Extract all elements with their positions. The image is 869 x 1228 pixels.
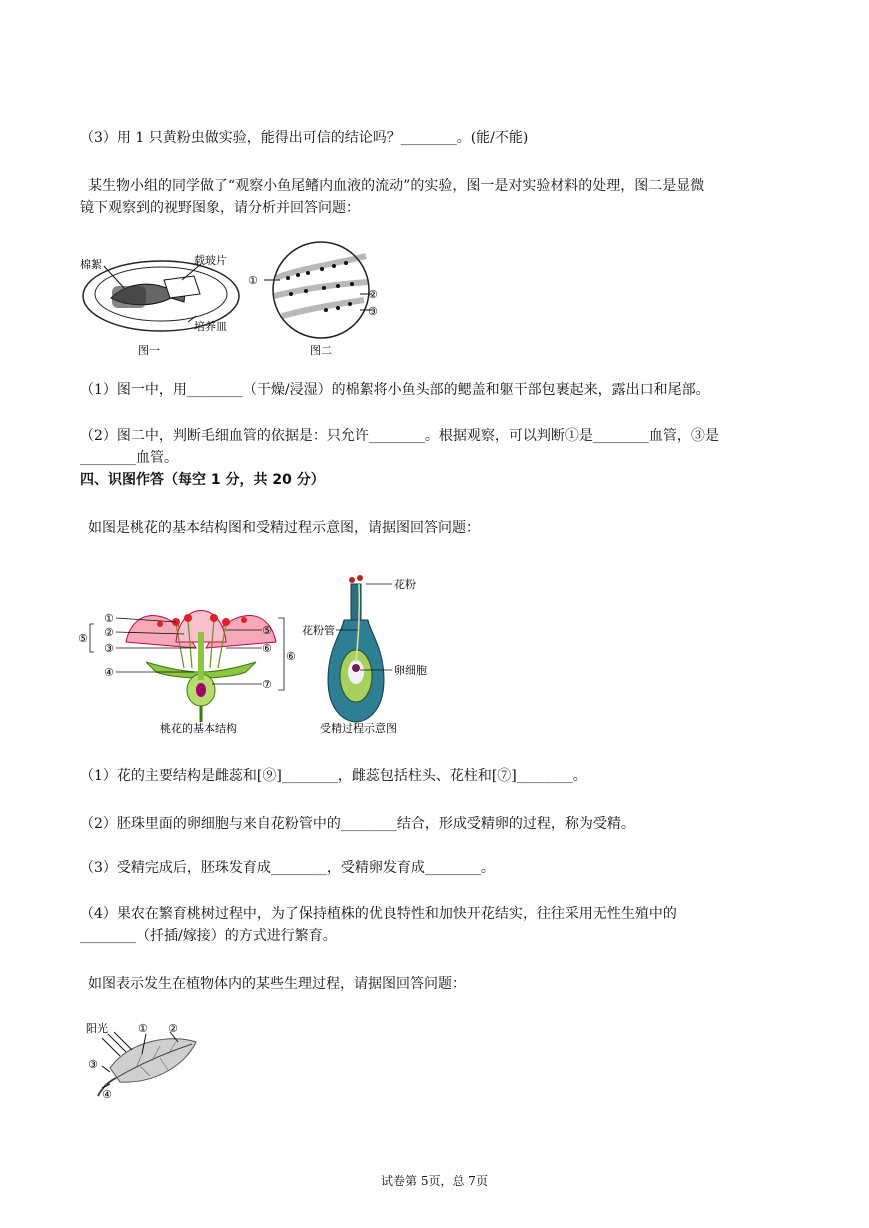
figure-2-caption: 图二 xyxy=(310,344,332,357)
flower-question-1: （1）花的主要结构是雌蕊和[⑨]________，雌蕊包括柱头、花柱和[⑦]________。 xyxy=(80,768,587,784)
marker-1: ① xyxy=(248,274,258,287)
slide-label: 载玻片 xyxy=(194,254,227,267)
flower-marker-2: ② xyxy=(104,626,114,639)
flower-marker-5: ⑤ xyxy=(262,624,272,637)
leaf-intro: 如图表示发生在植物体内的某些生理过程，请据图回答问题： xyxy=(88,976,466,992)
leaf-diagram xyxy=(98,1032,196,1096)
peach-flower-figure xyxy=(76,572,436,740)
marker-3: ③ xyxy=(368,305,378,318)
fish-intro-line-1: 某生物小组的同学做了“观察小鱼尾鳍内血液的流动”的实验，图一是对实验材料的处理，图二是显微 xyxy=(88,178,705,194)
fertilization-caption: 受精过程示意图 xyxy=(320,722,397,735)
dish-label: 培养皿 xyxy=(194,320,227,333)
peach-intro: 如图是桃花的基本结构图和受精过程示意图，请据图回答问题： xyxy=(88,520,480,536)
microscope-view-diagram xyxy=(264,242,372,338)
flower-question-4-line-2: ________（扦插/嫁接）的方式进行繁育。 xyxy=(80,928,337,944)
flower-caption: 桃花的基本结构 xyxy=(160,722,237,735)
leaf-process-figure xyxy=(80,1018,210,1104)
fertilization-diagram xyxy=(328,575,392,722)
leaf-marker-2: ② xyxy=(168,1022,178,1035)
fish-experiment-figure xyxy=(76,238,396,360)
fish-question-2-line-2: ________血管。 xyxy=(80,450,178,466)
pollen-label: 花粉 xyxy=(394,578,416,591)
pollen-tube-label: 花粉管 xyxy=(302,624,335,637)
leaf-marker-3: ③ xyxy=(88,1058,98,1071)
leaf-marker-4: ④ xyxy=(102,1088,112,1101)
page-footer: 试卷第 5页，总 7页 xyxy=(381,1174,488,1188)
flower-question-2: （2）胚珠里面的卵细胞与来自花粉管中的________结合，形成受精卵的过程，称为受精。 xyxy=(80,816,635,832)
flower-structure-diagram xyxy=(90,611,284,723)
figure-1-caption: 图一 xyxy=(138,344,160,357)
flower-marker-6: ⑥ xyxy=(262,642,272,655)
flower-question-3: （3）受精完成后，胚珠发育成________，受精卵发育成________。 xyxy=(80,860,495,876)
fish-question-2-line-1: （2）图二中，判断毛细血管的依据是：只允许________。根据观察，可以判断①是________血管，③是 xyxy=(80,428,719,444)
egg-cell-label: 卵细胞 xyxy=(394,664,427,677)
flower-bracket-left-marker: ⑤ xyxy=(78,632,88,645)
sunlight-label: 阳光 xyxy=(86,1022,108,1035)
section-4-heading: 四、识图作答（每空 1 分，共 20 分） xyxy=(80,472,325,488)
question-3-text: （3）用 1 只黄粉虫做实验，能得出可信的结论吗？________。(能/不能) xyxy=(80,130,529,146)
cotton-label: 棉絮 xyxy=(80,258,102,271)
flower-marker-1: ① xyxy=(104,612,114,625)
marker-2: ② xyxy=(368,288,378,301)
flower-question-4-line-1: （4）果农在繁育桃树过程中，为了保持植株的优良特性和加快开花结实，往往采用无性生殖中的 xyxy=(80,906,677,922)
leaf-marker-1: ① xyxy=(138,1022,148,1035)
fish-intro-line-2: 镜下观察到的视野图象，请分析并回答问题： xyxy=(80,200,360,216)
flower-marker-3: ③ xyxy=(104,642,114,655)
fish-question-1: （1）图一中，用________（干燥/浸湿）的棉絮将小鱼头部的鳃盖和躯干部包裹起来，露出口和尾部。 xyxy=(80,382,710,398)
flower-marker-4: ④ xyxy=(104,666,114,679)
flower-marker-7: ⑦ xyxy=(262,678,272,691)
flower-bracket-right-marker: ⑥ xyxy=(286,650,296,663)
